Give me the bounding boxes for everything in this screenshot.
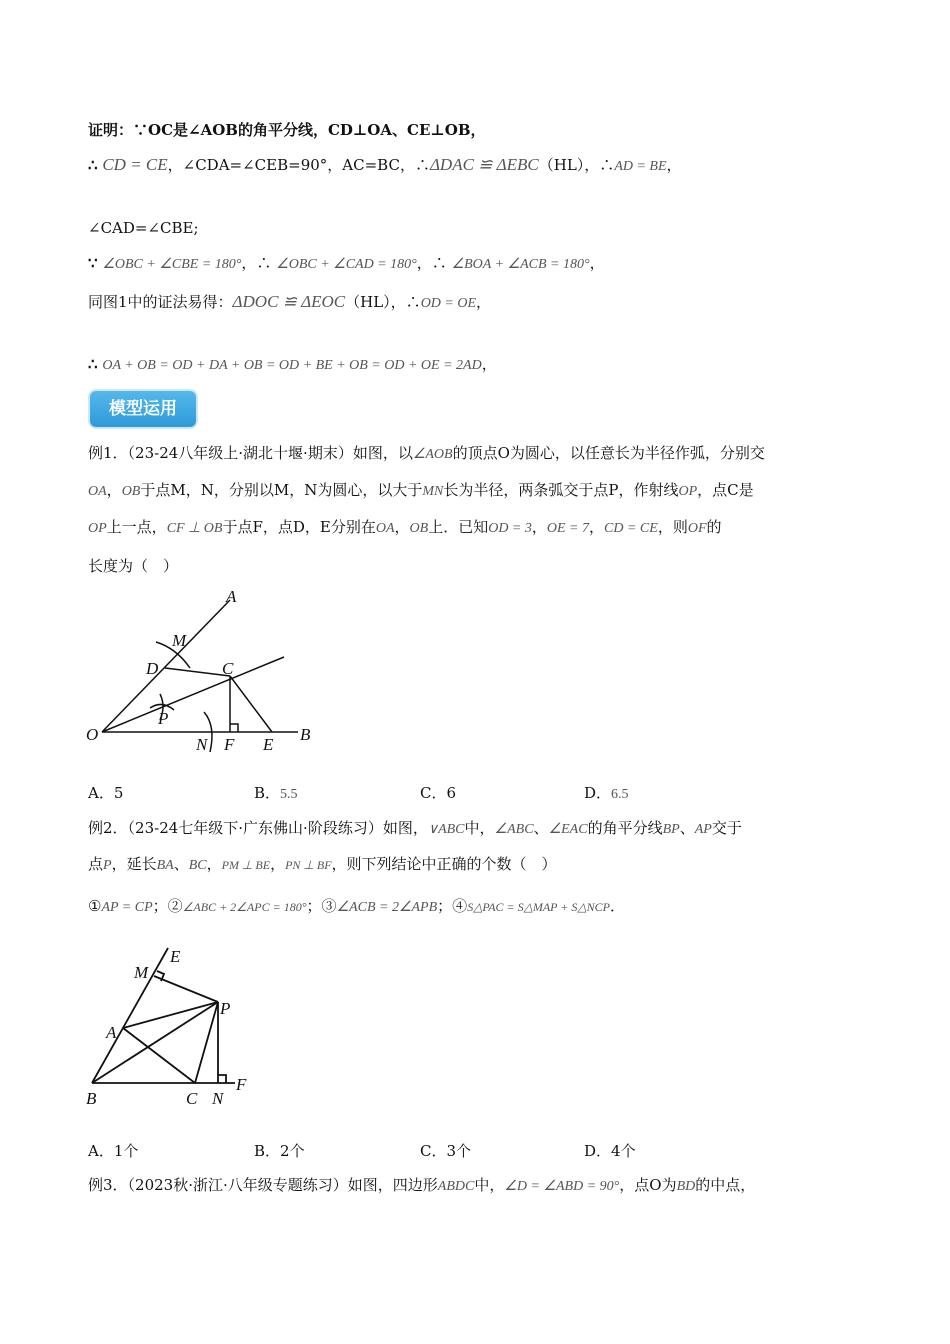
label-E: E xyxy=(263,735,274,754)
label-B: B xyxy=(86,1089,97,1108)
ex1-line-1: 例1．（23-24八年级上·湖北十堰·期末）如图，以∠AOB的顶点O为圆心，以任意长为半径作弧，分别交 xyxy=(88,444,765,462)
proof-line-6: ∴ OA + OB = OD + DA + OB = OD + BE + OB = OD + OE = 2AD， xyxy=(88,355,497,373)
label-N: N xyxy=(196,735,208,754)
segment-ap xyxy=(123,1002,218,1028)
label-C: C xyxy=(222,659,234,678)
label-F: F xyxy=(224,735,235,754)
proof-line-4: ∵ ∠OBC + ∠CBE = 180°，∴ ∠OBC + ∠CAD = 180°，∴ ∠BOA + ∠ACB = 180°， xyxy=(88,254,605,272)
right-angle-mark-f xyxy=(230,724,238,732)
proof-line-5: 同图1中的证法易得：ΔDOC ≌ ΔEOC（HL），∴OD = OE， xyxy=(88,292,492,311)
proof-line-1: 证明：∵OC是∠AOB的角平分线，CD⊥OA、CE⊥OB， xyxy=(88,121,486,139)
proof-line-2: ∴ CD = CE，∠CDA=∠CEB=90°，AC=BC，∴ΔDAC ≌ ΔEBC（HL），∴AD = BE， xyxy=(88,155,682,174)
section-tag-model-use: 模型运用 xyxy=(90,391,196,427)
ex1-option-b: B．5.5 xyxy=(254,784,298,802)
segment-pm xyxy=(154,976,218,1002)
ex2-option-c: C．3个 xyxy=(420,1142,472,1160)
label-N: N xyxy=(212,1089,224,1108)
ex2-option-a: A．1个 xyxy=(88,1142,139,1160)
ex1-line-3: OP上一点，CF ⊥ OB于点F，点D，E分别在OA，OB上．已知OD = 3，OE = 7，CD = CE，则OF的 xyxy=(88,518,722,536)
ex1-option-c: C．6 xyxy=(420,784,457,802)
ex1-line-4: 长度为（ ） xyxy=(88,557,179,575)
ray-op xyxy=(102,657,284,732)
ex1-option-a: A．5 xyxy=(88,784,124,802)
ex2-line-2: 点P，延长BA、BC，PM ⊥ BE，PN ⊥ BF，则下列结论中正确的个数（ ） xyxy=(88,855,557,873)
label-M: M xyxy=(134,963,149,982)
ex2-option-d: D．4个 xyxy=(584,1142,636,1160)
label-E: E xyxy=(170,947,181,966)
ex1-figure xyxy=(80,580,340,760)
ex1-option-d: D．6.5 xyxy=(584,784,629,802)
label-F: F xyxy=(236,1075,247,1094)
right-angle-mark-n xyxy=(218,1075,226,1083)
label-O: O xyxy=(86,725,99,744)
ex2-line-1: 例2．（23-24七年级下·广东佛山·阶段练习）如图，∨ABC中，∠ABC、∠EAC的角平分线BP、AP交于 xyxy=(88,819,742,837)
line-be xyxy=(92,948,168,1083)
label-P: P xyxy=(158,709,169,728)
ex2-figure xyxy=(80,940,280,1115)
label-A: A xyxy=(226,587,237,606)
segment-dc xyxy=(165,668,230,676)
ex3-line-1: 例3．（2023秋·浙江·八年级专题练习）如图，四边形ABDC中，∠D = ∠ABD = 90°，点O为BD的中点， xyxy=(88,1176,756,1194)
label-D: D xyxy=(146,659,159,678)
label-B: B xyxy=(300,725,311,744)
ex2-line-3: ①AP = CP；②∠ABC + 2∠APC = 180°；③∠ACB = 2∠APB；④S△PAC = S△MAP + S△NCP． xyxy=(88,897,625,915)
label-P: P xyxy=(220,999,231,1018)
ex1-line-2: OA，OB于点M，N，分别以M，N为圆心，以大于MN长为半径，两条弧交于点P，作射线OP，点C是 xyxy=(88,481,754,499)
label-A: A xyxy=(106,1023,117,1042)
proof-line-3: ∠CAD=∠CBE; xyxy=(88,219,199,237)
ex2-option-b: B．2个 xyxy=(254,1142,305,1160)
label-C: C xyxy=(186,1089,198,1108)
label-M: M xyxy=(172,631,187,650)
